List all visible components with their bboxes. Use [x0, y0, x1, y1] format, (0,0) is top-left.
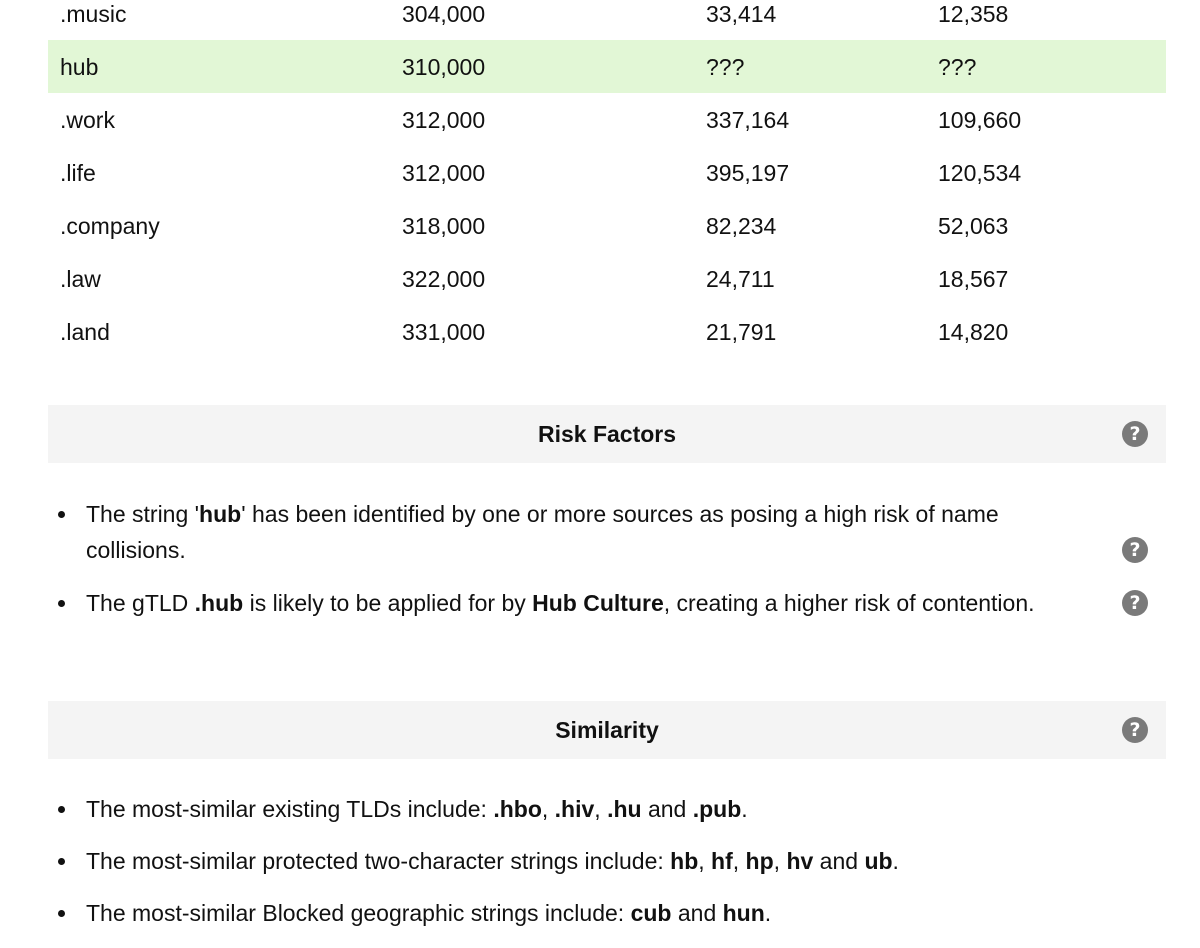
bullet-dot [58, 806, 65, 813]
similar-tld: .pub [692, 796, 742, 822]
table-cell: 304,000 [402, 1, 486, 27]
risk-term: .hub [194, 590, 244, 616]
similar-tld: .hiv [554, 796, 595, 822]
similarity-list [48, 791, 1166, 931]
table-cell: 395,197 [706, 160, 790, 186]
similar-string: hv [786, 848, 814, 874]
table-cell: 33,414 [706, 1, 777, 27]
tld-name: .music [60, 1, 127, 27]
similarity-text: and [641, 796, 693, 822]
table-cell: 312,000 [402, 107, 486, 133]
table-cell: 120,534 [938, 160, 1022, 186]
tld-name: .work [60, 107, 115, 133]
table-cell: 14,820 [938, 319, 1009, 345]
similarity-header [48, 701, 1166, 759]
similar-string: cub [630, 900, 672, 926]
help-icon[interactable]: ? [1122, 537, 1148, 563]
bullet-dot [58, 858, 65, 865]
help-icon[interactable]: ? [1122, 590, 1148, 616]
risk-term: Hub Culture [532, 590, 664, 616]
table-row [48, 146, 1166, 199]
similarity-text: The most-similar existing TLDs include: [86, 796, 494, 822]
section-title: Risk Factors [537, 421, 677, 447]
table-cell: 12,358 [938, 1, 1009, 27]
similar-tld: .hbo [493, 796, 542, 822]
table-cell: ??? [706, 54, 745, 80]
bullet-dot [58, 511, 65, 518]
table-row [48, 93, 1166, 146]
list-item: The most-similar protected two-character strings include: hb, hf, hp, hv and ub. [48, 843, 1166, 879]
list-item [48, 895, 1166, 931]
tld-name: .law [60, 266, 101, 292]
similarity-text: . [764, 900, 772, 926]
risk-text: , creating a higher risk of contention. [663, 590, 1035, 616]
risk-text: The gTLD [86, 590, 195, 616]
table-cell: 337,164 [706, 107, 790, 133]
similar-string: ub [864, 848, 893, 874]
table-cell: 18,567 [938, 266, 1009, 292]
table-cell: 52,063 [938, 213, 1009, 239]
table-cell: 331,000 [402, 319, 486, 345]
similar-string: hp [745, 848, 774, 874]
risk-text: The string ' [86, 501, 200, 527]
similarity-text: and [671, 900, 723, 926]
similarity-text: The most-similar Blocked geographic strings include: [86, 900, 631, 926]
similarity-text: The most-similar protected two-character strings include: [86, 848, 671, 874]
list-item: The most-similar existing TLDs include: .hbo, .hiv, .hu and .pub. [48, 791, 1166, 827]
similar-string: hun [722, 900, 765, 926]
tld-table [48, 0, 1166, 358]
similar-string: hb [670, 848, 699, 874]
similarity-text: and [813, 848, 865, 874]
section-title: Similarity [555, 717, 659, 743]
table-cell: 24,711 [706, 266, 775, 292]
tld-name: .land [60, 319, 110, 345]
table-row [48, 252, 1166, 305]
similarity-text: . [741, 796, 748, 822]
table-row [48, 0, 1166, 40]
table-cell: 322,000 [402, 266, 486, 292]
table-row [48, 305, 1166, 358]
table-cell: 21,791 [706, 319, 777, 345]
table-cell: ??? [938, 54, 977, 80]
risk-text: is likely to be applied for by [243, 590, 533, 616]
similarity-text: . [892, 848, 899, 874]
risk-factors-list [48, 496, 1166, 621]
bullet-dot [58, 910, 65, 917]
risk-text: ' has been identified by one or more sources as posing a high risk of name collisions. [86, 501, 999, 563]
risk-factors-header [48, 405, 1166, 463]
similar-tld: .hu [607, 796, 642, 822]
list-item [48, 585, 1166, 621]
table-cell: 310,000 [402, 54, 486, 80]
tld-name: .company [60, 213, 160, 239]
table-row-highlighted [48, 40, 1166, 93]
list-item [48, 496, 1166, 568]
bullet-dot [58, 600, 65, 607]
table-cell: 318,000 [402, 213, 486, 239]
table-cell: 312,000 [402, 160, 486, 186]
help-icon[interactable]: ? [1122, 717, 1148, 743]
tld-name: hub [60, 54, 99, 80]
similar-string: hf [711, 848, 733, 874]
table-cell: 109,660 [938, 107, 1022, 133]
table-row [48, 199, 1166, 252]
table-cell: 82,234 [706, 213, 777, 239]
tld-name: .life [60, 160, 96, 186]
risk-term: hub [199, 501, 242, 527]
help-icon[interactable]: ? [1122, 421, 1148, 447]
